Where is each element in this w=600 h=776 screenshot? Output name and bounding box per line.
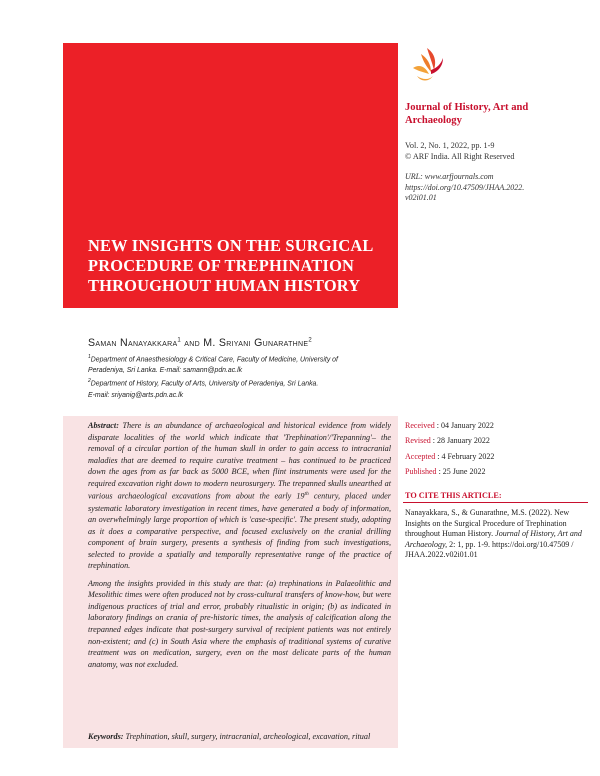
abstract xyxy=(88,420,391,676)
abstract-text-1: There is an abundance of archaeological and historical evidence from widely disparate localities of the world which indicate that 'Trephination'/'Trepanning'– the removal of a circular portion of the human skull in order to gain access to intracranial maladies that are deemed to require curative treatment – has continued to be practiced down the ages from as far back as 5000 BCE, when flint instruments were used for the required excavation right down to modern neurosurgery. The trepanned skulls unearthed at various archaeological excavations from about the early 19 xyxy=(88,421,391,502)
citation-text: Nanayakkara, S., & Gunarathne, M.S. (2022). New Insights on the Surgical Procedure of Trephination throughout Human History. xyxy=(405,508,570,538)
published-date: Published : 25 June 2022 xyxy=(405,466,486,476)
published-label: Published xyxy=(405,466,437,476)
cite-divider xyxy=(403,502,588,503)
published-value: 25 June 2022 xyxy=(442,466,486,476)
doi-line-1[interactable]: https://doi.org/10.47509/JHAA.2022. xyxy=(405,182,525,192)
affiliation-2-line-1 xyxy=(88,376,388,389)
title-line-1: NEW INSIGHTS ON THE SURGICAL xyxy=(88,236,374,255)
rights-line: © ARF India. All Right Reserved xyxy=(405,152,515,161)
abstract-label: Abstract: xyxy=(88,421,119,430)
abstract-text-2: century, placed under systematic laboratory investigation in recent times, have generated a body of information, an overwhelmingly large proportion of which is 'case-specific'. The present study, adopting as it does a comparative perspective, and focused exclusively on the cranial drilling component of brain surgery, presents a synthesis of finding from such investigations, selected to provide a spatially and temporally representative range of the practice of trephination. xyxy=(88,492,391,571)
accepted-label: Accepted xyxy=(405,451,436,461)
citation-rest: 2: 1, pp. 1-9. https://doi.org/10.47509 / JHAA.2022.v02i01.01 xyxy=(405,539,574,559)
revised-date: Revised : 28 January 2022 xyxy=(405,436,490,446)
authors-and: and xyxy=(181,337,204,349)
affiliation-1-sup: 1 xyxy=(88,354,91,360)
article-dates xyxy=(405,418,494,479)
affiliation-1-line-1 xyxy=(88,352,388,365)
cite-heading: TO CITE THIS ARTICLE: xyxy=(405,491,502,500)
url-info xyxy=(405,172,524,204)
author-line xyxy=(88,337,312,349)
author-2-sup: 2 xyxy=(308,337,312,344)
received-label: Received xyxy=(405,421,435,430)
accepted-value: 4 February 2022 xyxy=(441,451,495,461)
abstract-paragraph-1 xyxy=(88,420,391,572)
affiliations xyxy=(88,352,388,401)
title-line-2: PROCEDURE OF TREPHINATION xyxy=(88,256,355,275)
affiliation-1-line-2: Peradeniya, Sri Lanka. E-mail: samann@pdn.ac.lk xyxy=(88,367,243,375)
journal-name-line-1: Journal of History, Art and xyxy=(405,102,529,113)
affiliation-2-text: Department of History, Faculty of Arts, University of Peradeniya, Sri Lanka. xyxy=(90,380,319,388)
keywords xyxy=(88,731,391,742)
accepted-date: Accepted : 4 February 2022 xyxy=(405,451,495,461)
received-date: Received : 04 January 2022 xyxy=(405,421,494,430)
revised-value: 28 January 2022 xyxy=(437,436,490,446)
article-title xyxy=(88,236,393,296)
abstract-paragraph-2: Among the insights provided in this study are that: (a) trephinations in Palaeolithic and Mesolithic times were often produced not by cross-cultural transfers of know-how, but were indigenous practices of trial and error, probably ritualistic in origin; (b) as indicated in laboratory findings on crania of pre-historic times, the analysis of calcification along the trepanned edges indicate that post-surgery survival of recipient patients was not entirely non-existent; and (c) in South Asia where the emphasis of traditional systems of curative treatment was on medication, surgery, even on the most delicate parts of the human anatomy, was not excluded. xyxy=(88,578,391,669)
author-2: M. Sriyani Gunarathne xyxy=(203,337,309,349)
journal-name-line-2: Archaeology xyxy=(405,115,462,126)
affiliation-2-line-2: E-mail: sriyanig@arts.pdn.ac.lk xyxy=(88,391,184,399)
journal-logo-bird-icon xyxy=(407,44,445,84)
affiliation-2-sup: 2 xyxy=(88,378,91,385)
volume-info xyxy=(405,140,514,162)
affiliation-1-text: Department of Anaesthesiology & Critical Care, Faculty of Medicine, University of xyxy=(90,356,338,364)
title-line-3: THROUGHOUT HUMAN HISTORY xyxy=(88,276,361,295)
author-1: Saman Nanayakkara xyxy=(88,337,178,349)
journal-name xyxy=(405,101,575,127)
revised-label: Revised xyxy=(405,436,431,446)
keywords-text: Trephination, skull, surgery, intracranial, archeological, excavation, ritual xyxy=(123,732,371,741)
citation xyxy=(405,508,585,561)
keywords-label: Keywords: xyxy=(88,732,124,741)
author-1-sup: 1 xyxy=(177,337,182,344)
doi-line-2[interactable]: v02i01.01 xyxy=(405,193,437,202)
citation-journal: Journal of History, Art and Archaeology, xyxy=(405,529,582,549)
volume-line: Vol. 2, No. 1, 2022, pp. 1-9 xyxy=(405,141,495,150)
journal-url[interactable]: URL: www.arfjournals.com xyxy=(405,172,494,181)
received-value: 04 January 2022 xyxy=(441,421,494,430)
abstract-sup: th xyxy=(304,491,309,498)
